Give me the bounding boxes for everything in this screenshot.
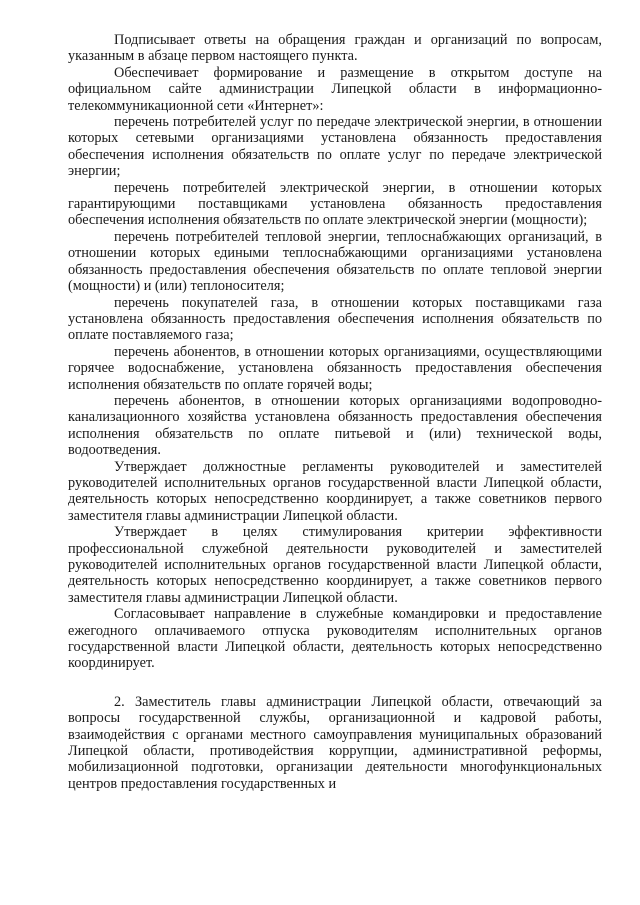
paragraph-ensures-publication: Обеспечивает формирование и размещение в открытом доступе на официальном сайте администрации Липецкой области в информационно-телекоммуникационной сети «Интернет»:: [68, 64, 602, 114]
paragraph-list-electricity-consumers: перечень потребителей электрической энергии, в отношении которых гарантирующими поставщиками установлена обязанность предоставления обеспечения исполнения обязательств по оплате электрической энергии (мощности);: [68, 179, 602, 229]
section-gap: [68, 672, 602, 694]
paragraph-list-heat-consumers: перечень потребителей тепловой энергии, теплоснабжающих организаций, в отношении которых едиными теплоснабжающими организациями установлена обязанность предоставления обеспечения обязательств по оплате тепловой энергии (мощности) и (или) теплоносителя;: [68, 228, 602, 295]
document-page: [68, 32, 602, 792]
paragraph-approves-regulations: Утверждает должностные регламенты руководителей и заместителей руководителей исполнительных органов государственной власти Липецкой области, деятельность которых непосредственно координирует, а также советников первого заместителя главы администрации Липецкой области.: [68, 458, 602, 524]
paragraph-section-2: 2. Заместитель главы администрации Липецкой области, отвечающий за вопросы государственной службы, организационной и кадровой работы, взаимодействия с органами местного самоуправления муниципальных образований Липецкой области, противодействия коррупции, административной реформы, мобилизационной подготовки, организации деятельности многофункциональных центров предоставления государственных и: [68, 693, 602, 792]
paragraph-approves-trips: Согласовывает направление в служебные командировки и предоставление ежегодного оплачиваемого отпуска руководителям исполнительных органов государственной власти Липецкой области, деятельность которых непосредственно координирует.: [68, 606, 602, 672]
paragraph-list-gas-buyers: перечень покупателей газа, в отношении которых поставщиками газа установлена обязанность предоставления обеспечения исполнения обязательств по оплате поставляемого газа;: [68, 294, 602, 344]
paragraph-list-hot-water: перечень абонентов, в отношении которых организациями, осуществляющими горячее водоснабжение, установлена обязанность предоставления обеспечения исполнения обязательств по оплате горячей воды;: [68, 343, 602, 393]
paragraph-signs-answers: Подписывает ответы на обращения граждан и организаций по вопросам, указанным в абзаце первом настоящего пункта.: [68, 32, 602, 65]
paragraph-list-water-supply: перечень абонентов, в отношении которых организациями водопроводно-канализационного хозяйства установлена обязанность предоставления обеспечения исполнения обязательств по оплате питьевой и (или) технической воды, водоотведения.: [68, 392, 602, 459]
paragraph-approves-criteria: Утверждает в целях стимулирования критерии эффективности профессиональной служебной деятельности руководителей и заместителей руководителей исполнительных органов государственной власти Липецкой области, деятельность которых непосредственно координирует, а также советников первого заместителя главы администрации Липецкой области.: [68, 524, 602, 606]
paragraph-list-electricity-transmission: перечень потребителей услуг по передаче электрической энергии, в отношении которых сетевыми организациями установлена обязанность предоставления обеспечения исполнения обязательств по оплате услуг по передаче электрической энергии;: [68, 114, 602, 180]
